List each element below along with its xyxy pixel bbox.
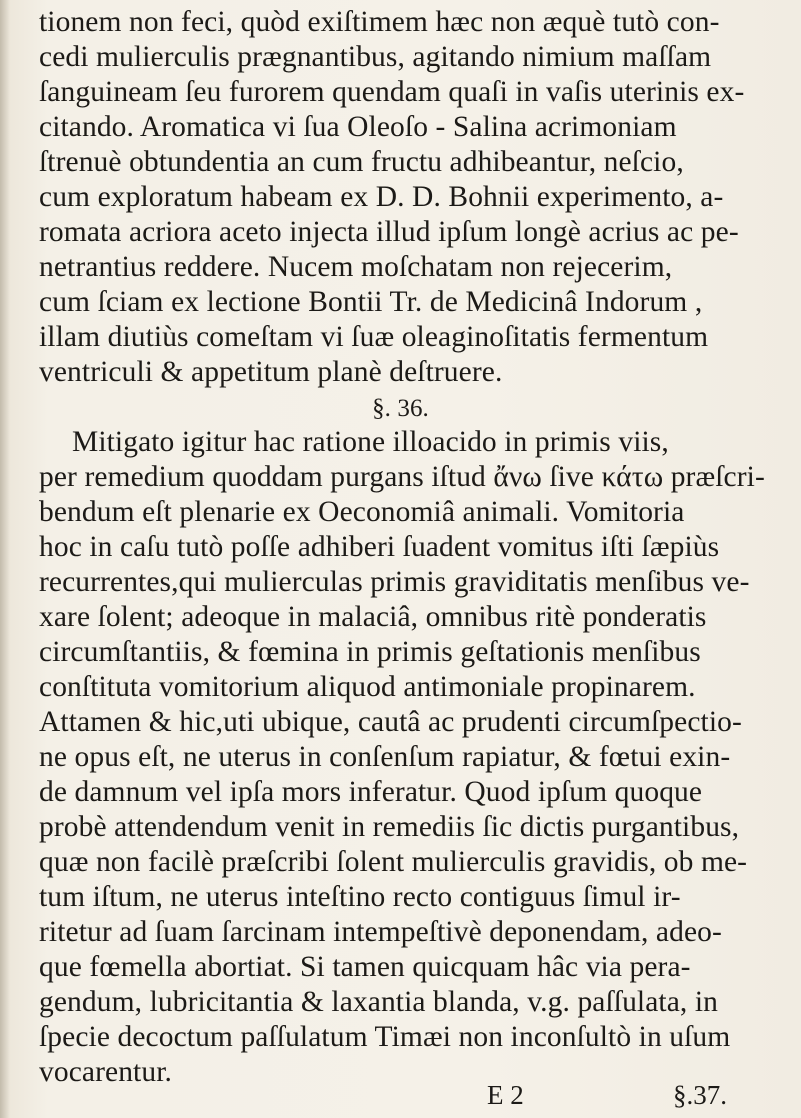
- page-gutter-shadow: [0, 0, 10, 1118]
- text-line: conſtituta vomitorium aliquod antimoniale propinarem.: [39, 671, 696, 703]
- text-line: romata acriora aceto injecta illud ipſum longè acrius ac pe-: [39, 216, 739, 248]
- text-line: vocarentur.: [39, 1056, 172, 1088]
- text-line: ſanguineam ſeu furorem quendam quaſi in vaſis uterinis ex-: [39, 76, 745, 108]
- text-line: tum iſtum, ne uterus inteſtino recto contiguus ſimul ir-: [39, 881, 681, 913]
- text-line: ventriculi & appetitum planè deſtruere.: [39, 356, 503, 388]
- catchword: §.37.: [673, 1080, 727, 1110]
- text-line: ſtrenuè obtundentia an cum fructu adhibeantur, neſcio,: [39, 146, 684, 178]
- text-line: cum exploratum habeam ex D. D. Bohnii experimento, a-: [39, 181, 724, 213]
- text-line: ſpecie decoctum paſſulatum Timæi non inconſultò in uſum: [39, 1021, 731, 1053]
- text-line: de damnum vel ipſa mors inferatur. Quod ipſum quoque: [39, 776, 703, 808]
- section-heading: §. 36.: [372, 395, 429, 422]
- text-line: per remedium quoddam purgans iſtud ἄνω ſive κάτω præſcri-: [39, 461, 765, 493]
- text-line: xare ſolent; adeoque in malaciâ, omnibus ritè ponderatis: [39, 601, 707, 633]
- text-line: illam diutiùs comeſtam vi ſuæ oleaginoſitatis fermentum: [39, 321, 709, 353]
- signature-mark: E 2: [487, 1080, 524, 1110]
- text-line: quæ non facilè præſcribi ſolent mulierculis gravidis, ob me-: [39, 846, 748, 878]
- text-line: recurrentes,qui mulierculas primis graviditatis menſibus ve-: [39, 566, 750, 598]
- text-line: bendum eſt plenarie ex Oeconomiâ animali. Vomitoria: [39, 496, 685, 528]
- text-line: netrantius reddere. Nucem moſchatam non rejecerim,: [39, 251, 673, 283]
- text-line: Mitigato igitur hac ratione illoacido in primis viis,: [72, 426, 669, 458]
- text-line: Attamen & hic,uti ubique, cautâ ac prudenti circumſpectio-: [39, 706, 742, 738]
- text-line: circumſtantiis, & fœmina in primis geſtationis menſibus: [39, 636, 701, 668]
- text-line: cum ſciam ex lectione Bontii Tr. de Medicinâ Indorum ,: [39, 286, 703, 318]
- text-line: hoc in caſu tutò poſſe adhiberi ſuadent vomitus iſti ſæpiùs: [39, 531, 720, 563]
- text-line: citando. Aromatica vi ſua Oleoſo - Salina acrimoniam: [39, 111, 677, 143]
- text-line: que fœmella abortiat. Si tamen quicquam hâc via pera-: [39, 951, 691, 983]
- text-line: probè attendendum venit in remediis ſic dictis purgantibus,: [39, 811, 740, 843]
- text-line: gendum, lubricitantia & laxantia blanda, v.g. paſſulata, in: [39, 986, 719, 1018]
- text-line: cedi mulierculis prægnantibus, agitando nimium maſſam: [39, 41, 712, 73]
- text-line: tionem non feci, quòd exiſtimem hæc non æquè tutò con-: [39, 6, 720, 38]
- text-line: ritetur ad ſuam ſarcinam intempeſtivè deponendam, adeo-: [39, 916, 722, 948]
- text-line: ne opus eſt, ne uterus in conſenſum rapiatur, & fœtui exin-: [39, 741, 731, 773]
